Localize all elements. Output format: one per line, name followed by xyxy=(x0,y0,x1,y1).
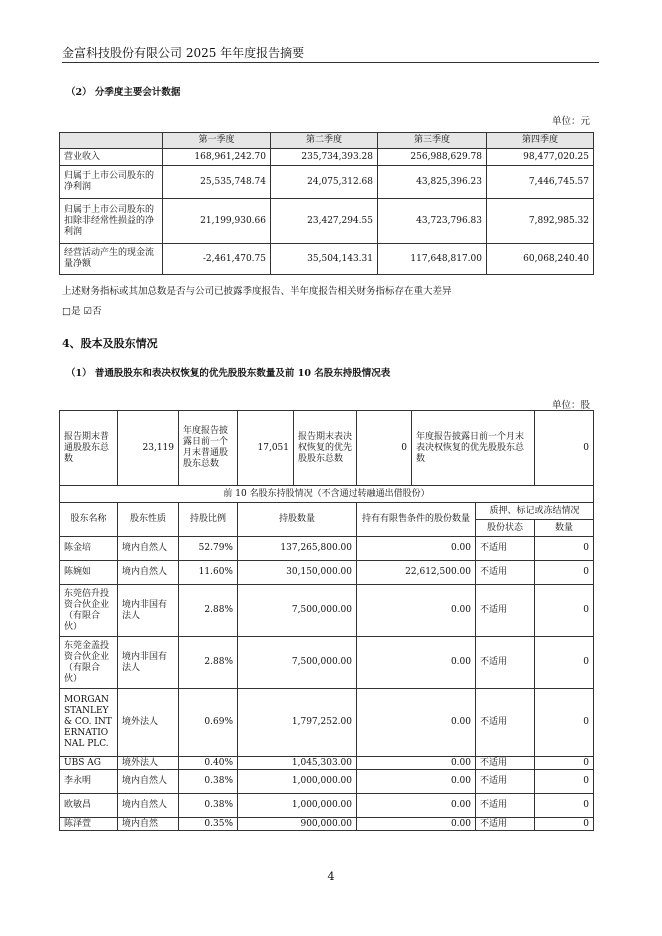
col-count: 数量 xyxy=(535,520,594,537)
top10-title-row xyxy=(60,486,594,503)
quarterly-table xyxy=(59,132,594,275)
holder-ratio: 2.88% xyxy=(179,585,238,637)
holder-qty: 30,150,000.00 xyxy=(238,561,357,585)
quarterly-cell: 235,734,393.28 xyxy=(271,149,378,166)
holder-count: 0 xyxy=(535,637,594,689)
header-rule xyxy=(62,62,599,63)
page-header: 金富科技股份有限公司 2025 年年度报告摘要 xyxy=(62,46,305,60)
holder-status: 不适用 xyxy=(476,637,535,689)
shareholder-row xyxy=(60,757,594,770)
quarterly-col-0 xyxy=(60,133,163,149)
quarterly-row xyxy=(60,166,594,199)
quarterly-cell: 43,825,396.23 xyxy=(378,166,487,199)
holder-restricted: 0.00 xyxy=(357,770,476,794)
holder-name: 东莞金盖投资合伙企业（有限合伙） xyxy=(60,637,118,689)
summary-label-3: 报告期末表决权恢复的优先股股东总数 xyxy=(294,411,357,486)
holder-ratio: 2.88% xyxy=(179,637,238,689)
quarterly-row-label: 经营活动产生的现金流量净额 xyxy=(60,244,163,275)
shareholder-row xyxy=(60,537,594,561)
holder-restricted: 22,612,500.00 xyxy=(357,561,476,585)
holder-count: 0 xyxy=(535,770,594,794)
shareholders-table xyxy=(59,410,594,831)
summary-value-3: 0 xyxy=(357,411,412,486)
holder-status: 不适用 xyxy=(476,537,535,561)
holder-ratio: 0.38% xyxy=(179,794,238,818)
shareholder-row xyxy=(60,794,594,818)
top10-title: 前 10 名股东持股情况（不含通过转融通出借股份） xyxy=(60,486,594,503)
col-status: 股份状态 xyxy=(476,520,535,537)
holder-qty: 7,500,000.00 xyxy=(238,637,357,689)
holder-status: 不适用 xyxy=(476,561,535,585)
holder-status: 不适用 xyxy=(476,770,535,794)
quarterly-cell: 98,477,020.25 xyxy=(487,149,594,166)
holder-nature: 境内自然 xyxy=(118,818,179,831)
header-row-1 xyxy=(60,503,594,520)
quarterly-row xyxy=(60,244,594,275)
holder-restricted: 0.00 xyxy=(357,818,476,831)
holder-restricted: 0.00 xyxy=(357,537,476,561)
quarterly-choice: □是 ☑否 xyxy=(62,306,102,317)
holder-nature: 境内自然人 xyxy=(118,794,179,818)
holder-ratio: 11.60% xyxy=(179,561,238,585)
holder-restricted: 0.00 xyxy=(357,585,476,637)
holder-nature: 境外法人 xyxy=(118,757,179,770)
holder-status: 不适用 xyxy=(476,818,535,831)
shareholder-row xyxy=(60,637,594,689)
quarterly-cell: 43,723,796.83 xyxy=(378,199,487,244)
quarterly-col-q1: 第一季度 xyxy=(163,133,271,149)
col-pledge: 质押、标记或冻结情况 xyxy=(476,503,594,520)
holder-name: 李永明 xyxy=(60,770,118,794)
quarterly-col-q3: 第三季度 xyxy=(378,133,487,149)
shareholder-row xyxy=(60,770,594,794)
shareholder-row xyxy=(60,689,594,757)
holder-qty: 900,000.00 xyxy=(238,818,357,831)
holder-status: 不适用 xyxy=(476,585,535,637)
quarterly-row-label: 归属于上市公司股东的净利润 xyxy=(60,166,163,199)
holder-count: 0 xyxy=(535,537,594,561)
shareholders-heading: （1） 普通股股东和表决权恢复的优先股股东数量及前 10 名股东持股情况表 xyxy=(66,368,391,379)
holder-count: 0 xyxy=(535,585,594,637)
summary-value-4: 0 xyxy=(535,411,594,486)
quarterly-cell: 35,504,143.31 xyxy=(271,244,378,275)
shareholders-unit: 单位：股 xyxy=(551,400,590,411)
holder-restricted: 0.00 xyxy=(357,689,476,757)
shareholder-row xyxy=(60,561,594,585)
summary-label-4: 年度报告披露日前一个月末表决权恢复的优先股股东总数 xyxy=(412,411,535,486)
summary-value-1: 23,119 xyxy=(118,411,179,486)
holder-name: MORGAN STANLEY & CO. INTERNATIONAL PLC. xyxy=(60,689,118,757)
holder-restricted: 0.00 xyxy=(357,794,476,818)
quarterly-col-q4: 第四季度 xyxy=(487,133,594,149)
holder-count: 0 xyxy=(535,561,594,585)
quarterly-note: 上述财务指标或其加总数是否与公司已披露季度报告、半年度报告相关财务指标存在重大差异 xyxy=(62,286,452,297)
quarterly-row xyxy=(60,149,594,166)
summary-value-2: 17,051 xyxy=(238,411,294,486)
holder-qty: 1,045,303.00 xyxy=(238,757,357,770)
summary-label-2: 年度报告披露日前一个月末普通股股东总数 xyxy=(179,411,238,486)
holder-qty: 1,000,000.00 xyxy=(238,794,357,818)
quarterly-cell: 7,892,985.32 xyxy=(487,199,594,244)
col-ratio: 持股比例 xyxy=(179,503,238,537)
quarterly-cell: 256,988,629.78 xyxy=(378,149,487,166)
holder-qty: 7,500,000.00 xyxy=(238,585,357,637)
quarterly-unit: 单位：元 xyxy=(551,116,590,127)
quarterly-cell: 117,648,817.00 xyxy=(378,244,487,275)
quarterly-row-label: 营业收入 xyxy=(60,149,163,166)
holder-nature: 境外法人 xyxy=(118,689,179,757)
page-number: 4 xyxy=(327,870,335,883)
quarterly-heading: （2） 分季度主要会计数据 xyxy=(66,87,181,98)
quarterly-cell: 23,427,294.55 xyxy=(271,199,378,244)
holder-qty: 1,797,252.00 xyxy=(238,689,357,757)
holder-status: 不适用 xyxy=(476,689,535,757)
holder-qty: 1,000,000.00 xyxy=(238,770,357,794)
col-restricted: 持有有限售条件的股份数量 xyxy=(357,503,476,537)
quarterly-cell: 7,446,745.57 xyxy=(487,166,594,199)
holder-name: 陈泽萱 xyxy=(60,818,118,831)
holder-name: 陈婉如 xyxy=(60,561,118,585)
quarterly-cell: 168,961,242.70 xyxy=(163,149,271,166)
holder-count: 0 xyxy=(535,757,594,770)
holder-status: 不适用 xyxy=(476,757,535,770)
quarterly-header-row xyxy=(60,133,594,149)
holder-count: 0 xyxy=(535,689,594,757)
section4-heading: 4、股本及股东情况 xyxy=(62,337,158,350)
quarterly-cell: 60,068,240.40 xyxy=(487,244,594,275)
holder-ratio: 52.79% xyxy=(179,537,238,561)
holder-count: 0 xyxy=(535,818,594,831)
quarterly-cell: 25,535,748.74 xyxy=(163,166,271,199)
holder-ratio: 0.38% xyxy=(179,770,238,794)
holder-nature: 境内非国有法人 xyxy=(118,637,179,689)
col-qty: 持股数量 xyxy=(238,503,357,537)
holder-restricted: 0.00 xyxy=(357,637,476,689)
holder-name: 陈金培 xyxy=(60,537,118,561)
quarterly-cell: 21,199,930.66 xyxy=(163,199,271,244)
holder-qty: 137,265,800.00 xyxy=(238,537,357,561)
quarterly-row-label: 归属于上市公司股东的扣除非经常性损益的净利润 xyxy=(60,199,163,244)
col-nature: 股东性质 xyxy=(118,503,179,537)
shareholder-row xyxy=(60,818,594,831)
summary-row xyxy=(60,411,594,486)
shareholder-row xyxy=(60,585,594,637)
holder-status: 不适用 xyxy=(476,794,535,818)
holder-nature: 境内自然人 xyxy=(118,770,179,794)
holder-nature: 境内自然人 xyxy=(118,561,179,585)
holder-restricted: 0.00 xyxy=(357,757,476,770)
quarterly-cell: -2,461,470.75 xyxy=(163,244,271,275)
quarterly-col-q2: 第二季度 xyxy=(271,133,378,149)
summary-label-1: 报告期末普通股股东总数 xyxy=(60,411,118,486)
holder-nature: 境内非国有法人 xyxy=(118,585,179,637)
col-name: 股东名称 xyxy=(60,503,118,537)
quarterly-row xyxy=(60,199,594,244)
holder-ratio: 0.69% xyxy=(179,689,238,757)
quarterly-cell: 24,075,312.68 xyxy=(271,166,378,199)
holder-ratio: 0.40% xyxy=(179,757,238,770)
holder-name: UBS AG xyxy=(60,757,118,770)
holder-ratio: 0.35% xyxy=(179,818,238,831)
holder-name: 欧敏昌 xyxy=(60,794,118,818)
holder-count: 0 xyxy=(535,794,594,818)
holder-name: 东莞倍升投资合伙企业（有限合伙） xyxy=(60,585,118,637)
holder-nature: 境内自然人 xyxy=(118,537,179,561)
